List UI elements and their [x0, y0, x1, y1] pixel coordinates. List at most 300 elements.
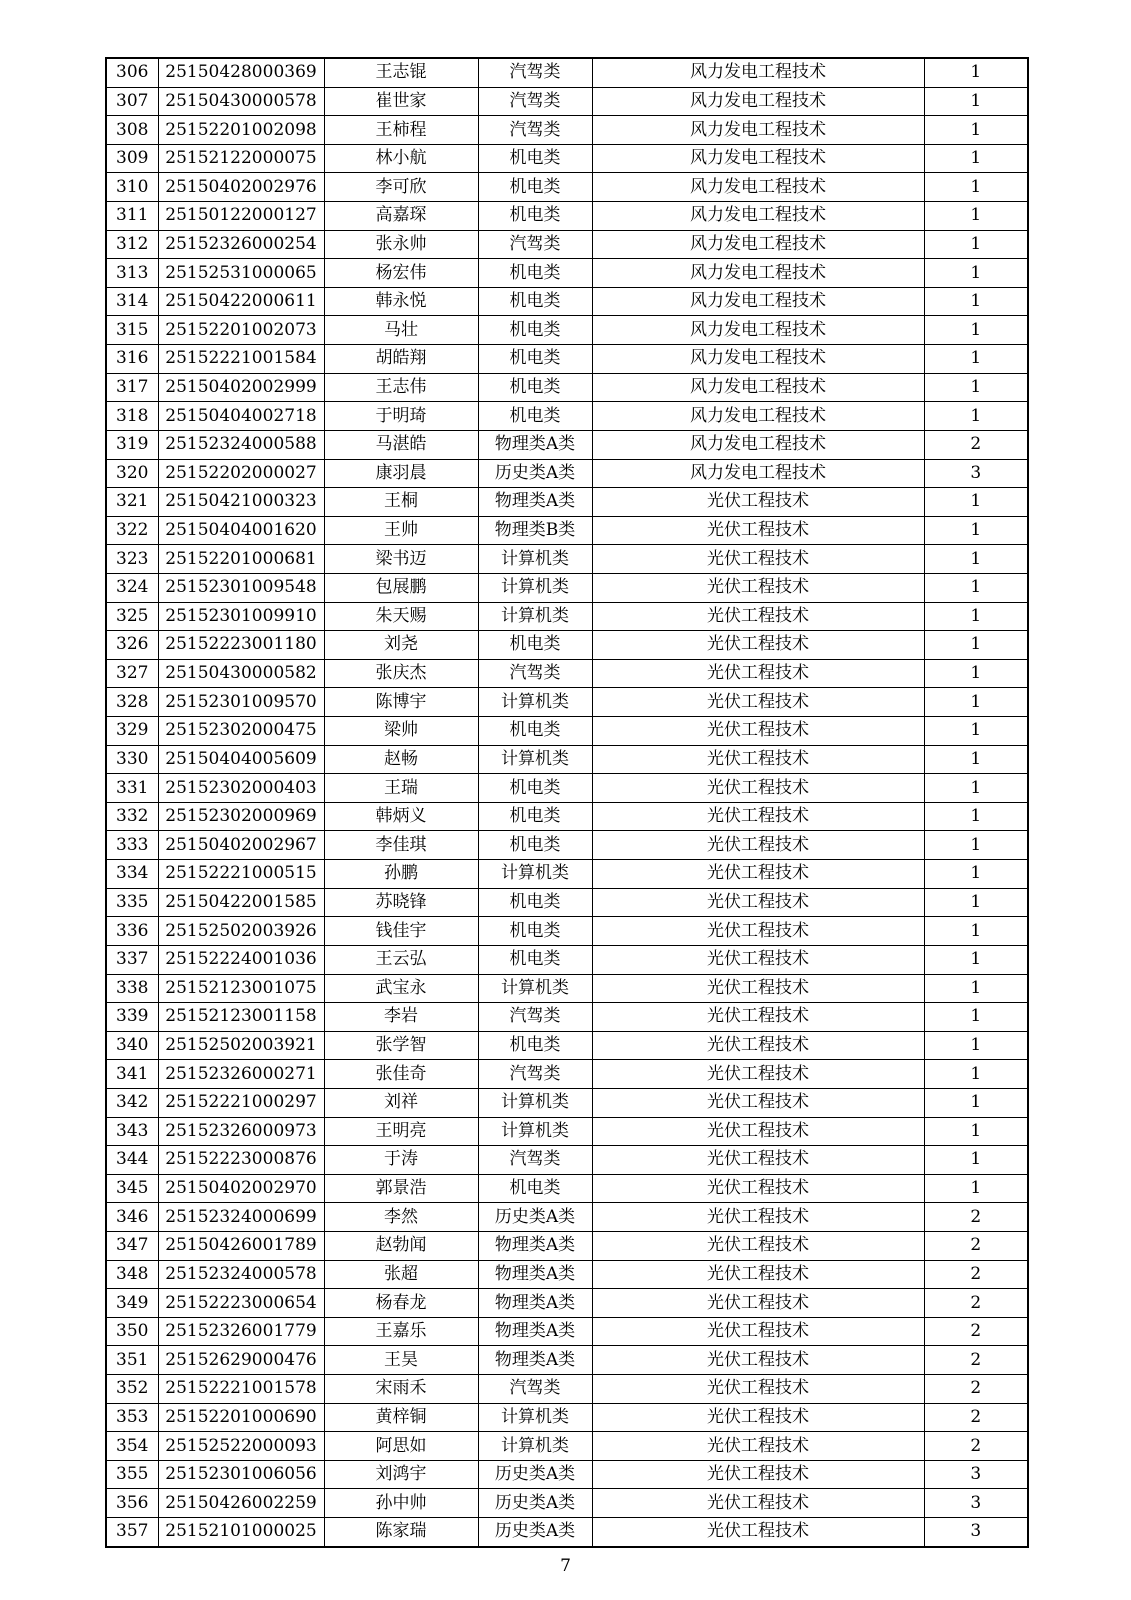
batch-cell: 1	[924, 1117, 1028, 1146]
row-index-cell: 308	[106, 116, 158, 145]
table-row	[106, 173, 1028, 202]
major-cell: 光伏工程技术	[592, 945, 924, 974]
row-index-cell: 345	[106, 1174, 158, 1203]
row-index-cell: 348	[106, 1260, 158, 1289]
exam-number-cell: 25152223000876	[158, 1146, 324, 1175]
row-index-cell: 313	[106, 259, 158, 288]
major-cell: 光伏工程技术	[592, 1031, 924, 1060]
category-cell: 物理类B类	[478, 516, 592, 545]
category-cell: 历史类A类	[478, 1518, 592, 1547]
batch-cell: 1	[924, 373, 1028, 402]
category-cell: 汽驾类	[478, 58, 592, 87]
row-index-cell: 320	[106, 459, 158, 488]
table-row	[106, 202, 1028, 231]
exam-number-cell: 25152301009570	[158, 688, 324, 717]
row-index-cell: 325	[106, 602, 158, 631]
row-index-cell: 328	[106, 688, 158, 717]
row-index-cell: 321	[106, 488, 158, 517]
batch-cell: 1	[924, 144, 1028, 173]
major-cell: 光伏工程技术	[592, 1518, 924, 1547]
batch-cell: 3	[924, 1518, 1028, 1547]
major-cell: 风力发电工程技术	[592, 58, 924, 87]
student-name-cell: 刘尧	[324, 631, 478, 660]
batch-cell: 1	[924, 717, 1028, 746]
table-row	[106, 831, 1028, 860]
batch-cell: 1	[924, 259, 1028, 288]
student-name-cell: 张学智	[324, 1031, 478, 1060]
table-row	[106, 1432, 1028, 1461]
table-row	[106, 745, 1028, 774]
exam-number-cell: 25152629000476	[158, 1346, 324, 1375]
category-cell: 历史类A类	[478, 1489, 592, 1518]
table-row	[106, 87, 1028, 116]
exam-number-cell: 25152302000475	[158, 717, 324, 746]
exam-number-cell: 25152301009548	[158, 573, 324, 602]
batch-cell: 2	[924, 430, 1028, 459]
batch-cell: 1	[924, 1088, 1028, 1117]
row-index-cell: 319	[106, 430, 158, 459]
table-row	[106, 402, 1028, 431]
table-row	[106, 316, 1028, 345]
student-name-cell: 阿思如	[324, 1432, 478, 1461]
table-row	[106, 1060, 1028, 1089]
batch-cell: 1	[924, 631, 1028, 660]
batch-cell: 1	[924, 888, 1028, 917]
batch-cell: 1	[924, 860, 1028, 889]
category-cell: 物理类A类	[478, 488, 592, 517]
student-name-cell: 陈家瑞	[324, 1518, 478, 1547]
major-cell: 光伏工程技术	[592, 1203, 924, 1232]
batch-cell: 1	[924, 831, 1028, 860]
category-cell: 计算机类	[478, 1432, 592, 1461]
row-index-cell: 351	[106, 1346, 158, 1375]
batch-cell: 2	[924, 1317, 1028, 1346]
category-cell: 汽驾类	[478, 1060, 592, 1089]
batch-cell: 1	[924, 1031, 1028, 1060]
batch-cell: 1	[924, 488, 1028, 517]
student-name-cell: 王志伟	[324, 373, 478, 402]
batch-cell: 1	[924, 745, 1028, 774]
table-row	[106, 488, 1028, 517]
major-cell: 光伏工程技术	[592, 688, 924, 717]
student-name-cell: 李可欣	[324, 173, 478, 202]
exam-number-cell: 25152122000075	[158, 144, 324, 173]
table-row	[106, 1003, 1028, 1032]
major-cell: 光伏工程技术	[592, 888, 924, 917]
student-name-cell: 黄梓铜	[324, 1403, 478, 1432]
category-cell: 机电类	[478, 259, 592, 288]
table-row	[106, 516, 1028, 545]
row-index-cell: 344	[106, 1146, 158, 1175]
row-index-cell: 337	[106, 945, 158, 974]
exam-number-cell: 25150404005609	[158, 745, 324, 774]
student-name-cell: 孙中帅	[324, 1489, 478, 1518]
student-name-cell: 崔世家	[324, 87, 478, 116]
student-name-cell: 宋雨禾	[324, 1375, 478, 1404]
major-cell: 光伏工程技术	[592, 1403, 924, 1432]
exam-number-cell: 25152223000654	[158, 1289, 324, 1318]
exam-number-cell: 25152221000515	[158, 860, 324, 889]
major-cell: 光伏工程技术	[592, 1231, 924, 1260]
batch-cell: 2	[924, 1203, 1028, 1232]
row-index-cell: 353	[106, 1403, 158, 1432]
exam-number-cell: 25152224001036	[158, 945, 324, 974]
batch-cell: 1	[924, 345, 1028, 374]
exam-number-cell: 25150421000323	[158, 488, 324, 517]
student-name-cell: 赵勃闻	[324, 1231, 478, 1260]
table-row	[106, 1289, 1028, 1318]
row-index-cell: 332	[106, 802, 158, 831]
major-cell: 光伏工程技术	[592, 573, 924, 602]
category-cell: 物理类A类	[478, 430, 592, 459]
exam-number-cell: 25152223001180	[158, 631, 324, 660]
batch-cell: 1	[924, 202, 1028, 231]
category-cell: 计算机类	[478, 974, 592, 1003]
category-cell: 机电类	[478, 373, 592, 402]
batch-cell: 3	[924, 1460, 1028, 1489]
major-cell: 光伏工程技术	[592, 831, 924, 860]
batch-cell: 1	[924, 945, 1028, 974]
student-name-cell: 王桐	[324, 488, 478, 517]
category-cell: 计算机类	[478, 573, 592, 602]
student-name-cell: 张庆杰	[324, 659, 478, 688]
exam-number-cell: 25152302000969	[158, 802, 324, 831]
category-cell: 汽驾类	[478, 1375, 592, 1404]
batch-cell: 3	[924, 1489, 1028, 1518]
table-row	[106, 459, 1028, 488]
row-index-cell: 309	[106, 144, 158, 173]
student-name-cell: 王嘉乐	[324, 1317, 478, 1346]
student-name-cell: 李岩	[324, 1003, 478, 1032]
table-row	[106, 230, 1028, 259]
exam-number-cell: 25152221000297	[158, 1088, 324, 1117]
row-index-cell: 338	[106, 974, 158, 1003]
major-cell: 光伏工程技术	[592, 602, 924, 631]
category-cell: 机电类	[478, 202, 592, 231]
batch-cell: 1	[924, 802, 1028, 831]
table-row	[106, 1403, 1028, 1432]
exam-number-cell: 25152221001578	[158, 1375, 324, 1404]
major-cell: 光伏工程技术	[592, 516, 924, 545]
table-row	[106, 631, 1028, 660]
table-row	[106, 1375, 1028, 1404]
major-cell: 光伏工程技术	[592, 631, 924, 660]
student-name-cell: 胡皓翔	[324, 345, 478, 374]
row-index-cell: 316	[106, 345, 158, 374]
exam-number-cell: 25150430000578	[158, 87, 324, 116]
category-cell: 机电类	[478, 1031, 592, 1060]
batch-cell: 1	[924, 602, 1028, 631]
admission-list-table	[105, 57, 1029, 1548]
major-cell: 光伏工程技术	[592, 1146, 924, 1175]
batch-cell: 1	[924, 58, 1028, 87]
table-row	[106, 1518, 1028, 1547]
major-cell: 光伏工程技术	[592, 1088, 924, 1117]
student-name-cell: 刘鸿宇	[324, 1460, 478, 1489]
row-index-cell: 356	[106, 1489, 158, 1518]
student-name-cell: 韩炳义	[324, 802, 478, 831]
major-cell: 风力发电工程技术	[592, 87, 924, 116]
major-cell: 光伏工程技术	[592, 1117, 924, 1146]
batch-cell: 1	[924, 1003, 1028, 1032]
student-name-cell: 杨宏伟	[324, 259, 478, 288]
major-cell: 风力发电工程技术	[592, 345, 924, 374]
category-cell: 机电类	[478, 144, 592, 173]
row-index-cell: 341	[106, 1060, 158, 1089]
exam-number-cell: 25152302000403	[158, 774, 324, 803]
category-cell: 机电类	[478, 1174, 592, 1203]
major-cell: 光伏工程技术	[592, 1375, 924, 1404]
student-name-cell: 马湛皓	[324, 430, 478, 459]
major-cell: 光伏工程技术	[592, 860, 924, 889]
category-cell: 物理类A类	[478, 1231, 592, 1260]
batch-cell: 1	[924, 316, 1028, 345]
row-index-cell: 318	[106, 402, 158, 431]
exam-number-cell: 25150430000582	[158, 659, 324, 688]
row-index-cell: 311	[106, 202, 158, 231]
exam-number-cell: 25150402002967	[158, 831, 324, 860]
student-name-cell: 韩永悦	[324, 287, 478, 316]
student-name-cell: 郭景浩	[324, 1174, 478, 1203]
row-index-cell: 333	[106, 831, 158, 860]
exam-number-cell: 25152502003921	[158, 1031, 324, 1060]
student-name-cell: 王志锟	[324, 58, 478, 87]
major-cell: 光伏工程技术	[592, 1174, 924, 1203]
row-index-cell: 310	[106, 173, 158, 202]
table-row	[106, 717, 1028, 746]
exam-number-cell: 25152201002073	[158, 316, 324, 345]
major-cell: 光伏工程技术	[592, 917, 924, 946]
table-row	[106, 1203, 1028, 1232]
table-row	[106, 373, 1028, 402]
student-name-cell: 李然	[324, 1203, 478, 1232]
major-cell: 光伏工程技术	[592, 974, 924, 1003]
major-cell: 光伏工程技术	[592, 1317, 924, 1346]
major-cell: 光伏工程技术	[592, 1289, 924, 1318]
table-row	[106, 1460, 1028, 1489]
major-cell: 风力发电工程技术	[592, 459, 924, 488]
table-row	[106, 888, 1028, 917]
student-name-cell: 赵畅	[324, 745, 478, 774]
major-cell: 光伏工程技术	[592, 1460, 924, 1489]
batch-cell: 1	[924, 173, 1028, 202]
major-cell: 光伏工程技术	[592, 1346, 924, 1375]
table-row	[106, 1231, 1028, 1260]
exam-number-cell: 25152326000271	[158, 1060, 324, 1089]
category-cell: 机电类	[478, 631, 592, 660]
batch-cell: 2	[924, 1346, 1028, 1375]
category-cell: 物理类A类	[478, 1317, 592, 1346]
exam-number-cell: 25152101000025	[158, 1518, 324, 1547]
batch-cell: 1	[924, 516, 1028, 545]
batch-cell: 1	[924, 573, 1028, 602]
batch-cell: 1	[924, 545, 1028, 574]
exam-number-cell: 25152531000065	[158, 259, 324, 288]
major-cell: 风力发电工程技术	[592, 230, 924, 259]
exam-number-cell: 25152326001779	[158, 1317, 324, 1346]
table-row	[106, 1174, 1028, 1203]
student-name-cell: 陈博宇	[324, 688, 478, 717]
table-row	[106, 602, 1028, 631]
row-index-cell: 340	[106, 1031, 158, 1060]
category-cell: 物理类A类	[478, 1289, 592, 1318]
exam-number-cell: 25152522000093	[158, 1432, 324, 1461]
student-name-cell: 王帅	[324, 516, 478, 545]
major-cell: 风力发电工程技术	[592, 202, 924, 231]
table-row	[106, 58, 1028, 87]
exam-number-cell: 25152502003926	[158, 917, 324, 946]
batch-cell: 1	[924, 87, 1028, 116]
major-cell: 风力发电工程技术	[592, 173, 924, 202]
category-cell: 计算机类	[478, 1403, 592, 1432]
student-name-cell: 杨春龙	[324, 1289, 478, 1318]
row-index-cell: 306	[106, 58, 158, 87]
table-row	[106, 688, 1028, 717]
exam-number-cell: 25150428000369	[158, 58, 324, 87]
row-index-cell: 355	[106, 1460, 158, 1489]
major-cell: 风力发电工程技术	[592, 316, 924, 345]
exam-number-cell: 25152123001158	[158, 1003, 324, 1032]
batch-cell: 1	[924, 1146, 1028, 1175]
batch-cell: 2	[924, 1289, 1028, 1318]
row-index-cell: 354	[106, 1432, 158, 1461]
exam-number-cell: 25150404001620	[158, 516, 324, 545]
batch-cell: 1	[924, 659, 1028, 688]
row-index-cell: 326	[106, 631, 158, 660]
exam-number-cell: 25152324000588	[158, 430, 324, 459]
major-cell: 光伏工程技术	[592, 717, 924, 746]
category-cell: 计算机类	[478, 688, 592, 717]
exam-number-cell: 25152326000254	[158, 230, 324, 259]
table-row	[106, 945, 1028, 974]
category-cell: 机电类	[478, 402, 592, 431]
row-index-cell: 314	[106, 287, 158, 316]
page-number: 7	[560, 1556, 571, 1576]
category-cell: 计算机类	[478, 860, 592, 889]
batch-cell: 3	[924, 459, 1028, 488]
exam-number-cell: 25152221001584	[158, 345, 324, 374]
table-row	[106, 144, 1028, 173]
batch-cell: 1	[924, 688, 1028, 717]
batch-cell: 1	[924, 774, 1028, 803]
student-name-cell: 刘祥	[324, 1088, 478, 1117]
table-row	[106, 659, 1028, 688]
exam-number-cell: 25150402002999	[158, 373, 324, 402]
student-name-cell: 马壮	[324, 316, 478, 345]
category-cell: 计算机类	[478, 1088, 592, 1117]
row-index-cell: 317	[106, 373, 158, 402]
major-cell: 光伏工程技术	[592, 774, 924, 803]
major-cell: 风力发电工程技术	[592, 287, 924, 316]
category-cell: 历史类A类	[478, 459, 592, 488]
table-row	[106, 430, 1028, 459]
table-row	[106, 1346, 1028, 1375]
major-cell: 光伏工程技术	[592, 545, 924, 574]
student-name-cell: 王瑞	[324, 774, 478, 803]
row-index-cell: 327	[106, 659, 158, 688]
exam-number-cell: 25150422001585	[158, 888, 324, 917]
exam-number-cell: 25152202000027	[158, 459, 324, 488]
category-cell: 机电类	[478, 802, 592, 831]
category-cell: 物理类A类	[478, 1346, 592, 1375]
table-row	[106, 1146, 1028, 1175]
table-row	[106, 287, 1028, 316]
major-cell: 风力发电工程技术	[592, 402, 924, 431]
table-row	[106, 917, 1028, 946]
major-cell: 光伏工程技术	[592, 745, 924, 774]
student-name-cell: 王云弘	[324, 945, 478, 974]
category-cell: 计算机类	[478, 745, 592, 774]
student-name-cell: 张超	[324, 1260, 478, 1289]
category-cell: 历史类A类	[478, 1460, 592, 1489]
category-cell: 汽驾类	[478, 87, 592, 116]
major-cell: 风力发电工程技术	[592, 144, 924, 173]
table-row	[106, 259, 1028, 288]
exam-number-cell: 25152301006056	[158, 1460, 324, 1489]
category-cell: 汽驾类	[478, 116, 592, 145]
major-cell: 风力发电工程技术	[592, 373, 924, 402]
row-index-cell: 346	[106, 1203, 158, 1232]
category-cell: 汽驾类	[478, 1146, 592, 1175]
row-index-cell: 336	[106, 917, 158, 946]
major-cell: 光伏工程技术	[592, 1060, 924, 1089]
major-cell: 光伏工程技术	[592, 802, 924, 831]
student-name-cell: 钱佳宇	[324, 917, 478, 946]
batch-cell: 2	[924, 1375, 1028, 1404]
category-cell: 机电类	[478, 316, 592, 345]
row-index-cell: 334	[106, 860, 158, 889]
table-row	[106, 116, 1028, 145]
batch-cell: 1	[924, 1060, 1028, 1089]
batch-cell: 1	[924, 402, 1028, 431]
row-index-cell: 347	[106, 1231, 158, 1260]
row-index-cell: 330	[106, 745, 158, 774]
table-row	[106, 1088, 1028, 1117]
table-row	[106, 860, 1028, 889]
major-cell: 光伏工程技术	[592, 1260, 924, 1289]
exam-number-cell: 25152201000681	[158, 545, 324, 574]
category-cell: 汽驾类	[478, 230, 592, 259]
major-cell: 光伏工程技术	[592, 1489, 924, 1518]
exam-number-cell: 25152201002098	[158, 116, 324, 145]
row-index-cell: 352	[106, 1375, 158, 1404]
exam-number-cell: 25150122000127	[158, 202, 324, 231]
exam-number-cell: 25152123001075	[158, 974, 324, 1003]
category-cell: 机电类	[478, 774, 592, 803]
student-name-cell: 朱天赐	[324, 602, 478, 631]
batch-cell: 2	[924, 1432, 1028, 1461]
exam-number-cell: 25152326000973	[158, 1117, 324, 1146]
major-cell: 风力发电工程技术	[592, 430, 924, 459]
exam-number-cell: 25150426001789	[158, 1231, 324, 1260]
batch-cell: 1	[924, 230, 1028, 259]
batch-cell: 2	[924, 1403, 1028, 1432]
exam-number-cell: 25152324000578	[158, 1260, 324, 1289]
batch-cell: 1	[924, 116, 1028, 145]
category-cell: 计算机类	[478, 602, 592, 631]
category-cell: 机电类	[478, 831, 592, 860]
major-cell: 光伏工程技术	[592, 1432, 924, 1461]
row-index-cell: 342	[106, 1088, 158, 1117]
batch-cell: 1	[924, 917, 1028, 946]
row-index-cell: 329	[106, 717, 158, 746]
batch-cell: 1	[924, 974, 1028, 1003]
student-name-cell: 张佳奇	[324, 1060, 478, 1089]
category-cell: 机电类	[478, 287, 592, 316]
category-cell: 机电类	[478, 345, 592, 374]
exam-number-cell: 25150404002718	[158, 402, 324, 431]
student-name-cell: 高嘉琛	[324, 202, 478, 231]
